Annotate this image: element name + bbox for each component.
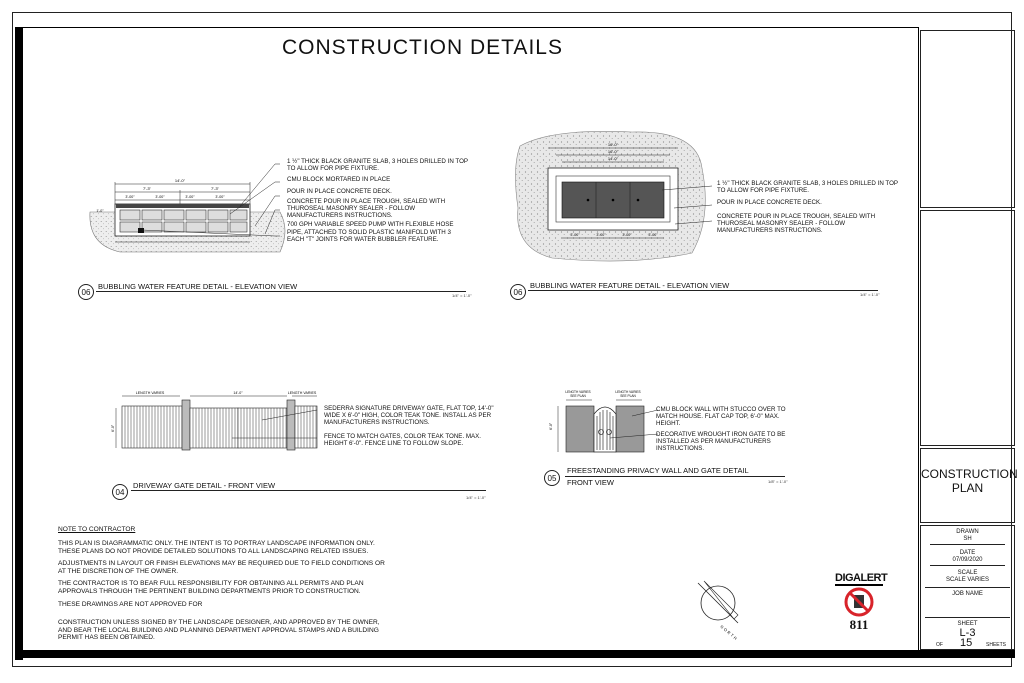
tb-rule — [930, 544, 1005, 545]
sheet-label: SHEET — [957, 621, 978, 627]
digalert-logo — [835, 572, 888, 636]
detail-number-bubble: 06 — [78, 284, 94, 300]
note-to-contractor-heading: NOTE TO CONTRACTOR — [58, 526, 136, 533]
dim-label: 1'-0" — [96, 209, 104, 213]
north-label: NORTH — [719, 623, 740, 642]
sheet-border-left-bar — [15, 27, 23, 660]
title-block-divider — [918, 27, 919, 650]
dim-label: 14'-0" — [233, 391, 243, 395]
dim-label: 3'-00" — [185, 195, 195, 199]
drawn-value: SH — [963, 536, 972, 542]
bubbling-water-plan-drawing — [512, 128, 712, 266]
detail-title: DRIVEWAY GATE DETAIL - FRONT VIEW — [133, 481, 276, 490]
detail-number-bubble: 04 — [112, 484, 128, 500]
dim-label: LENGTH VARIES — [565, 390, 591, 394]
dim-label: LENGTH VARIES — [615, 390, 641, 394]
tb-rule — [925, 587, 1010, 588]
detail-scale: 1/4" = 1'-0" — [860, 292, 880, 297]
dim-label: SEE PLAN — [620, 394, 636, 398]
driveway-gate-drawing — [112, 388, 322, 458]
dim-label: 7'-3" — [143, 186, 151, 191]
detail-scale: 1/4" = 1'-0" — [466, 495, 486, 500]
plan-title-line-2: PLAN — [951, 481, 984, 495]
detail-underline — [96, 291, 466, 292]
sheet-border-bottom-bar — [15, 650, 1015, 658]
dim-label: LENGTH VARIES — [287, 391, 317, 395]
detail-04-notes: SEDERRA SIGNATURE DRIVEWAY GATE, FLAT TOP, 14'-0" WIDE X 6'-0" HIGH, COLOR TEAK TONE. INSTALL AS PER MANUFACTURERS INSTRUCTIONS. FENCE TO MATCH GATES, COLOR TEAK TONE. MAX. HEIGHT 6'-0". FENCE LINE TO FOLLOW SLOPE. — [324, 405, 494, 447]
dim-label: 3'-00" — [570, 233, 580, 237]
dim-label: 3'-00" — [596, 233, 606, 237]
drawn-label: DRAWN — [956, 529, 979, 535]
detail-title: BUBBLING WATER FEATURE DETAIL - ELEVATION VIEW — [530, 281, 730, 290]
tb-rule — [930, 565, 1005, 566]
dim-label: 6'-0" — [111, 424, 115, 432]
dim-label: 3'-00" — [648, 233, 658, 237]
date-label: DATE — [959, 550, 976, 556]
sheet-title: CONSTRUCTION DETAILS — [282, 36, 563, 59]
plan-title-line-1: CONSTRUCTION — [921, 467, 1018, 481]
detail-scale: 1/4" = 1'-0" — [452, 293, 472, 298]
dim-label: SEE PLAN — [570, 394, 586, 398]
detail-title: FREESTANDING PRIVACY WALL AND GATE DETAIL — [567, 466, 749, 475]
detail-subtitle: FRONT VIEW — [567, 478, 614, 487]
bubbling-water-elevation-drawing — [80, 170, 290, 265]
sheet-border-top-line — [23, 27, 918, 28]
job-name-label: JOB NAME — [952, 591, 983, 597]
tb-rule — [925, 617, 1010, 618]
no-dig-icon — [835, 586, 883, 618]
sheets-label: SHEETS — [986, 642, 1007, 648]
date-value: 07/09/2020 — [952, 557, 983, 563]
privacy-wall-gate-drawing — [548, 388, 658, 458]
dim-label: 7'-3" — [211, 186, 219, 191]
dim-label: LENGTH VARIES — [135, 391, 165, 395]
scale-label: SCALE — [957, 570, 978, 576]
detail-underline — [565, 476, 785, 477]
dim-label: 14'-0" — [174, 178, 186, 183]
detail-05-notes: CMU BLOCK WALL WITH STUCCO OVER TO MATCH HOUSE. FLAT CAP TOP, 6'-0" MAX. HEIGHT. DECORATIVE WROUGHT IRON GATE TO BE INSTALLED AS PER MANUFACTURERS INSTRUCTIONS. — [656, 406, 786, 453]
dim-label: 3'-00" — [622, 233, 632, 237]
digalert-logo-top: DIGALERT — [835, 572, 888, 584]
title-block-logo-area — [920, 30, 1015, 208]
detail-06b-notes: 1 ½" THICK BLACK GRANITE SLAB, 3 HOLES DRILLED IN TOP TO ALLOW FOR PIPE FIXTURE. POUR IN PLACE CONCRETE DECK. CONCRETE POUR IN PLACE TROUGH, SEALED WITH THUROSEAL MASONRY SEALER - FOLLOW MANUFACTURERS INSTRUCTIONS. — [717, 180, 899, 235]
detail-scale: 1/8" = 1'-0" — [768, 479, 788, 484]
dim-label: 3'-00" — [155, 195, 165, 199]
dim-label: 14'-0" — [607, 156, 619, 161]
detail-number-bubble: 06 — [510, 284, 526, 300]
scale-value: SCALE VARIES — [946, 577, 989, 583]
dim-label: 16'-0" — [607, 142, 619, 147]
dim-label: 16'-0" — [607, 149, 619, 154]
dim-label: 6'-0" — [549, 422, 553, 430]
detail-underline — [528, 290, 878, 291]
of-label: OF — [936, 642, 943, 648]
total-sheets: 15 — [960, 637, 973, 649]
detail-number-bubble: 05 — [544, 470, 560, 486]
north-arrow-icon — [690, 575, 750, 642]
digalert-logo-bottom: 811 — [849, 617, 869, 632]
title-block-stamp-area — [920, 210, 1015, 446]
dim-label: 3'-00" — [215, 195, 225, 199]
detail-06a-notes: 1 ½" THICK BLACK GRANITE SLAB, 3 HOLES DRILLED IN TOP TO ALLOW FOR PIPE FIXTURE. CMU BLOCK MORTARED IN PLACE POUR IN PLACE CONCRETE DECK. CONCRETE POUR IN PLACE TROUGH, SEALED WITH THUROSEAL MASONRY SEALER - FOLLOW MANUFACTURERS INSTRUCTIONS. 700 GPH VARIABLE SPEED PUMP WITH FLEXIBLE HOSE PIPE, ATTACHED TO SOLID PLASTIC MANIFOLD WITH 3 EACH "T" JOINTS FOR WATER BUBBLER FEATURE. — [287, 158, 469, 243]
detail-underline — [131, 490, 486, 491]
dim-label: 3'-00" — [125, 195, 135, 199]
note-to-contractor-body: THIS PLAN IS DIAGRAMMATIC ONLY. THE INTENT IS TO PORTRAY LANDSCAPE INFORMATION ONLY. THESE PLANS DO NOT PROVIDE DETAILED SOLUTIONS TO ALL LANDSCAPING RELATED ISSUES. ADJUSTMENTS IN LAYOUT OR FINISH ELEVATIONS MAY BE REQUIRED DUE TO FIELD CONDITIONS OR AT THE DISCRETION OF THE OWNER. THE CONTRACTOR IS TO BEAR FULL RESPONSIBILITY FOR OBTAINING ALL PERMITS AND PLAN APPROVALS THROUGH THE PERTINENT BUILDING DEPARTMENTS PRIOR TO CONSTRUCTION. THESE DRAWINGS ARE NOT APPROVED FOR CONSTRUCTION UNLESS SIGNED BY THE LANDSCAPE DESIGNER, AND APPROVED BY THE OWNER, AND BEAR THE LOCAL BUILDING AND PLANNING DEPARTMENT APPROVAL STAMPS AND A BUILDING PERMIT HAS BEEN OBTAINED. — [58, 540, 385, 642]
detail-title: BUBBLING WATER FEATURE DETAIL - ELEVATION VIEW — [98, 282, 298, 291]
title-block-plan-title — [920, 448, 1018, 523]
sheet-number: L-3 — [959, 627, 976, 639]
